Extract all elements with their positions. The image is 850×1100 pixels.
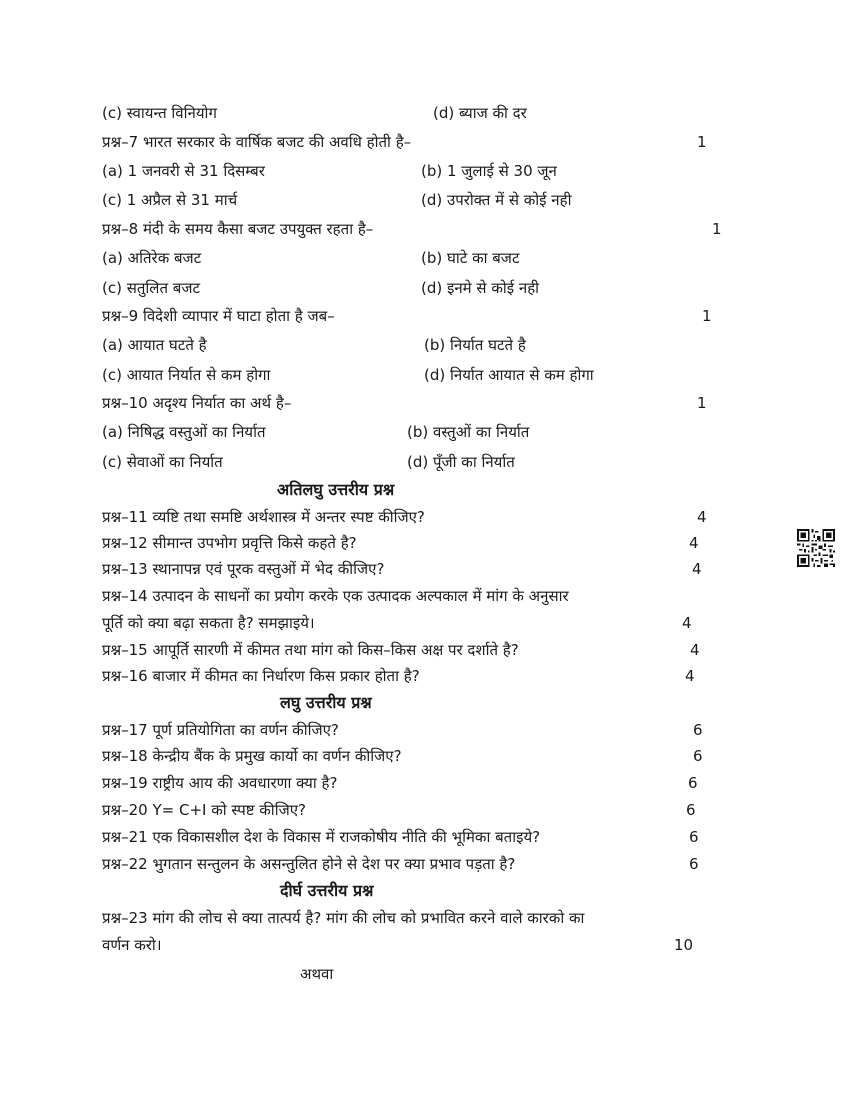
marks-10: 1 xyxy=(697,394,707,412)
question-15: प्रश्न–15 आपूर्ति सारणी में कीमत तथा मांग को किस–किस अक्ष पर दर्शाते है? xyxy=(102,641,519,659)
question-11: प्रश्न–11 व्यष्टि तथा समष्टि अर्थशास्त्र में अन्तर स्पष्ट कीजिए? xyxy=(102,508,425,526)
option-d: (d) ब्याज की दर xyxy=(433,104,527,122)
marks-21: 6 xyxy=(689,828,699,846)
question-18: प्रश्न–18 केन्द्रीय बैंक के प्रमुख कार्यो का वर्णन कीजिए? xyxy=(102,747,402,765)
q10-option-b: (b) वस्तुओं का निर्यात xyxy=(407,423,530,441)
option-c: (c) स्वायन्त विनियोग xyxy=(102,104,217,122)
question-16: प्रश्न–16 बाजार में कीमत का निर्धारण किस प्रकार होता है? xyxy=(102,667,420,685)
q10-option-a: (a) निषिद्ध वस्तुओं का निर्यात xyxy=(102,423,266,441)
q8-option-a: (a) अतिरेक बजट xyxy=(102,249,202,267)
marks-22: 6 xyxy=(689,855,699,873)
marks-13: 4 xyxy=(692,560,702,578)
marks-14: 4 xyxy=(682,614,692,632)
qr-code-icon xyxy=(797,529,835,567)
marks-19: 6 xyxy=(688,774,698,792)
marks-11: 4 xyxy=(697,508,707,526)
q9-option-c: (c) आयात निर्यात से कम होगा xyxy=(102,366,271,384)
q10-option-d: (d) पूँजी का निर्यात xyxy=(407,453,515,471)
marks-7: 1 xyxy=(697,133,707,151)
question-7: प्रश्न–7 भारत सरकार के वार्षिक बजट की अवधि होती है– xyxy=(102,133,412,151)
question-21: प्रश्न–21 एक विकासशील देश के विकास में राजकोषीय नीति की भूमिका बताइये? xyxy=(102,828,541,846)
question-13: प्रश्न–13 स्थानापन्न एवं पूरक वस्तुओं में भेद कीजिए? xyxy=(102,560,385,578)
section-heading-long: दीर्घ उत्तरीय प्रश्न xyxy=(280,881,374,900)
marks-15: 4 xyxy=(690,641,700,659)
question-10: प्रश्न–10 अदृश्य निर्यात का अर्थ है– xyxy=(102,394,292,412)
marks-17: 6 xyxy=(693,721,703,739)
or-text: अथवा xyxy=(300,965,334,983)
q9-option-b: (b) निर्यात घटते है xyxy=(424,336,526,354)
q7-option-b: (b) 1 जुलाई से 30 जून xyxy=(421,162,557,180)
question-8: प्रश्न–8 मंदी के समय कैसा बजट उपयुक्त रहता है– xyxy=(102,220,374,238)
marks-8: 1 xyxy=(712,220,722,238)
question-23-line-2: वर्णन करो। xyxy=(102,936,162,954)
question-19: प्रश्न–19 राष्ट्रीय आय की अवधारणा क्या है? xyxy=(102,774,338,792)
marks-9: 1 xyxy=(702,307,712,325)
question-22: प्रश्न–22 भुगतान सन्तुलन के असन्तुलित होने से देश पर क्या प्रभाव पड़ता है? xyxy=(102,855,516,873)
marks-18: 6 xyxy=(693,747,703,765)
question-23-line-1: प्रश्न–23 मांग की लोच से क्या तात्पर्य है? मांग की लोच को प्रभावित करने वाले कारको का xyxy=(102,909,585,927)
question-14-line-1: प्रश्न–14 उत्पादन के साधनों का प्रयोग करके एक उत्पादक अल्पकाल में मांग के अनुसार xyxy=(102,587,569,605)
q8-option-b: (b) घाटे का बजट xyxy=(421,249,520,267)
q8-option-d: (d) इनमे से कोई नही xyxy=(421,279,540,297)
q9-option-d: (d) निर्यात आयात से कम होगा xyxy=(424,366,594,384)
question-14-line-2: पूर्ति को क्या बढ़ा सकता है? समझाइये। xyxy=(102,614,315,632)
q7-option-c: (c) 1 अप्रैल से 31 मार्च xyxy=(102,191,238,209)
question-9: प्रश्न–9 विदेशी व्यापार में घाटा होता है जब– xyxy=(102,307,335,325)
q7-option-d: (d) उपरोक्त में से कोई नही xyxy=(421,191,572,209)
marks-12: 4 xyxy=(689,534,699,552)
question-17: प्रश्न–17 पूर्ण प्रतियोगिता का वर्णन कीजिए? xyxy=(102,721,339,739)
section-heading-very-short: अतिलघु उत्तरीय प्रश्न xyxy=(277,480,395,499)
q10-option-c: (c) सेवाओं का निर्यात xyxy=(102,453,223,471)
q7-option-a: (a) 1 जनवरी से 31 दिसम्बर xyxy=(102,162,265,180)
q9-option-a: (a) आयात घटते है xyxy=(102,336,207,354)
question-12: प्रश्न–12 सीमान्त उपभोग प्रवृत्ति किसे कहते है? xyxy=(102,534,357,552)
marks-23: 10 xyxy=(674,936,694,954)
marks-16: 4 xyxy=(685,667,695,685)
question-20: प्रश्न–20 Y= C+I को स्पष्ट कीजिए? xyxy=(102,801,306,819)
marks-20: 6 xyxy=(686,801,696,819)
q8-option-c: (c) सतुलित बजट xyxy=(102,279,201,297)
section-heading-short: लघु उत्तरीय प्रश्न xyxy=(280,693,372,712)
